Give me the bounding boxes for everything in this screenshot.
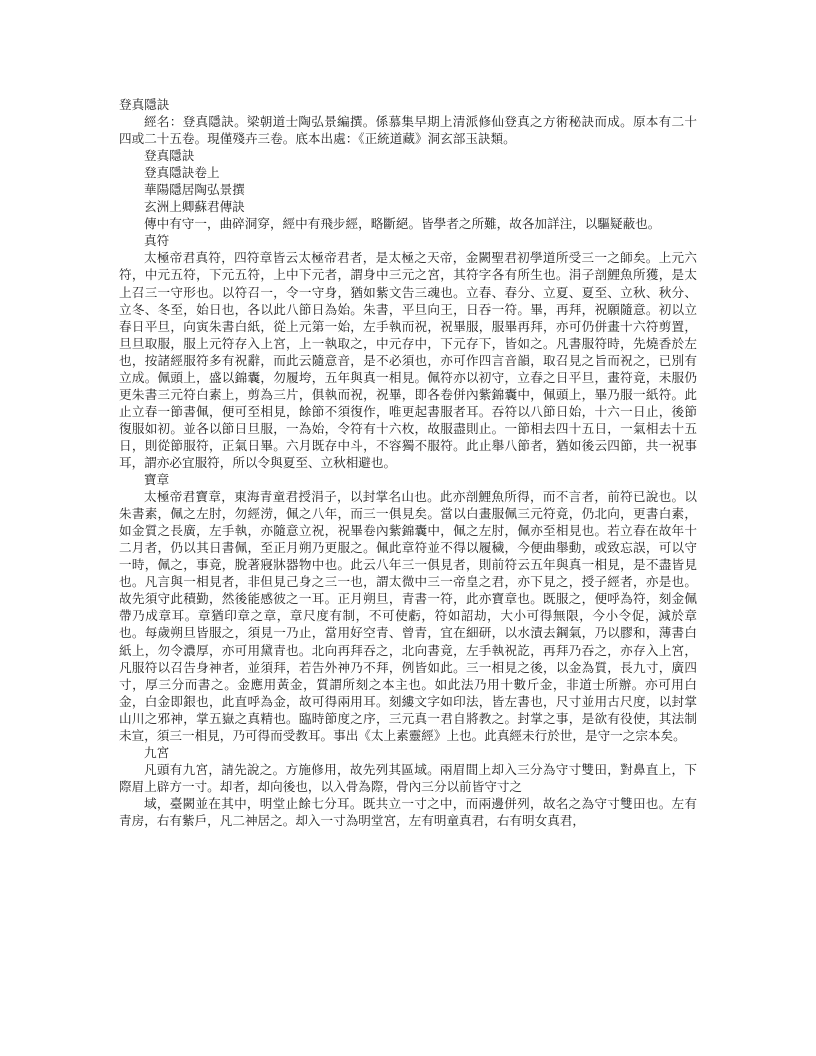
heading-baozhang: 寶章 [144, 472, 170, 488]
paragraph-jiugong-body-second: 域，臺闕並在其中，明堂止餘七分耳。既共立一寸之中，而兩邊併列，故名之為守寸雙田也。左有青房，右有紫戶，凡二神居之。却入一寸為明堂宮，左有明童真君，右有明女真君， [119, 795, 697, 828]
paragraph-zhenfu-body: 太極帝君真符，四符章皆云太極帝君者，是太極之天帝，金闕聖君初學道所受三一之師矣。上元六符，中元五符，下元五符，上中下元者，謂身中三元之宮，其符字各有所生也。涓子剖鯉魚所獲，是太上召三一守形也。以符召一，令一守身，猶如紫文告三魂也。立春、春分、立夏、夏至、立秋、秋分、立冬、冬至，始日也，各以此八節日為始。朱書，平旦向王，日吞一符。畢，再拜，祝願隨意。初以立春日平旦，向寅朱書白紙，從上元第一始，左手執而祝，祝畢服，服畢再拜，亦可仍併畫十六符剪置，旦旦取服，服上元符存入上宮，上一執取之，中元存中，下元存下，皆如之。凡書服符時，先燒香於左也，按諸經服符多有祝辭，而此云隨意音，是不必須也，亦可作四言音韻，取召見之旨而祝之，已別有立成。佩頭上，盛以錦囊，勿履垮，五年與真一相見。佩符亦以初守，立春之日平旦，畫符竟，未服仍更朱書三元符白素上，剪為三片，俱執而祝，祝畢，即各卷併內紫錦囊中，佩頭上，畢乃服一紙符。此止立春一節書佩，便可至相見，餘節不須復作，唯更起書服者耳。吞符以八節日始，十六一日止，後節復服如初。並各以節日旦服，一為始，令符有十六枚，故服盡則止。一節相去四十五日，一氣相去十五日，則從節服符，正氣日畢。六月既存中斗，不容獨不服符。此止舉八節者，猶如後云四節，共一祝事耳，謂亦必宜服符，所以令與夏至、立秋相避也。 [119, 250, 697, 470]
heading-volume-upper: 登真隱訣卷上 [144, 165, 220, 181]
paragraph-colophon: 經名：登真隱訣。梁朝道士陶弘景編撰。係慕集早期上清派修仙登真之方術秘訣而成。原本有二十四或二十五卷。現僅殘卉三卷。底本出處：《正統道藏》洞玄部玉訣類。 [119, 114, 697, 147]
heading-author-attribution: 華陽隱居陶弘景撰 [144, 182, 245, 198]
paragraph-jiugong-body-first: 凡頭有九宮，請先說之。方施修用，故先列其區域。兩眉間上却入三分為守寸雙田，對鼻直上，下際眉上辟方一寸。却者，却向後也，以入骨為際，骨內三分以前皆守寸之 [119, 761, 697, 794]
heading-zhenfu: 真符 [144, 233, 170, 249]
heading-transmitter-attribution: 玄洲上卿蘇君傳訣 [144, 199, 245, 215]
document-title: 登真隱訣 [119, 97, 170, 112]
paragraph-baozhang-body: 太極帝君寶章，東海青童君授涓子，以封掌名山也。此亦剖鯉魚所得，而不言者，前符已說也。以朱書素，佩之左肘，勿經涝，佩之八年，而三一俱見矣。當以白畫服佩三元符竟，仍北向，更書白素，如金質之長廣，左手執，亦隨意立祝，祝畢卷內紫錦囊中，佩之左肘，佩亦至相見也。若立春在故年十二月者，仍以其日書佩，至正月朔乃更服之。佩此章符並不得以履穢，今便曲舉動，或致忘誤，可以守一時，佩之，事竟，脫著寢牀器物中也。此云八年三一俱見者，則前符云五年與真一相見，是不盡皆見也。凡言與一相見者，非但見己身之三一也，謂太微中三一帝皇之君，亦下見之，授子經者，亦是也。故先須守此積勤，然後能感彼之一耳。正月朔旦，青書一符，此亦寶章也。既服之，便呼為符，刻金佩帶乃成章耳。章猶印章之章，章尺度有制，不可使虧，符如詔劫，大小可得無限，今小令促，減於章也。每歲朔旦皆服之，須見一乃止，當用好空青、曾青，宜在細研，以水漬去鋼氣，乃以膠和，薄書白紙上，勿令濃厚，亦可用黛青也。北向再拜吞之，北向書竟，左手執祝訖，再拜乃吞之，亦存入上宮，凡服符以召告身神者，並須拜，若告外神乃不拜，例皆如此。三一相見之後，以金為質，長九寸，廣四寸，厚三分而書之。金應用黃金，質謂所刻之本主也。如此法乃用十數斤金，非道士所辦。亦可用白金，白金即銀也，此直呼為金，故可得兩用耳。刻縷文字如印法，皆左書也，尺寸並用古尺度，以封掌山川之邪神，掌五嶽之真精也。臨時節度之序，三元真一君自將教之。封掌之事，是欲有役使，其法制未宣，須三一相見，乃可得而受教耳。事出《太上素靈經》上也。此真經未行於世，是守一之宗本矣。 [119, 489, 697, 743]
paragraph-preface-note: 傳中有守一，曲碎洞穿，經中有飛步經，略斷絕。皆學者之所難，故各加詳注，以驅疑蔽也。 [144, 216, 661, 232]
heading-jiugong: 九宮 [144, 744, 170, 760]
document-body [119, 96, 697, 829]
heading-dengzhen-yinjue: 登真隱訣 [144, 148, 195, 164]
